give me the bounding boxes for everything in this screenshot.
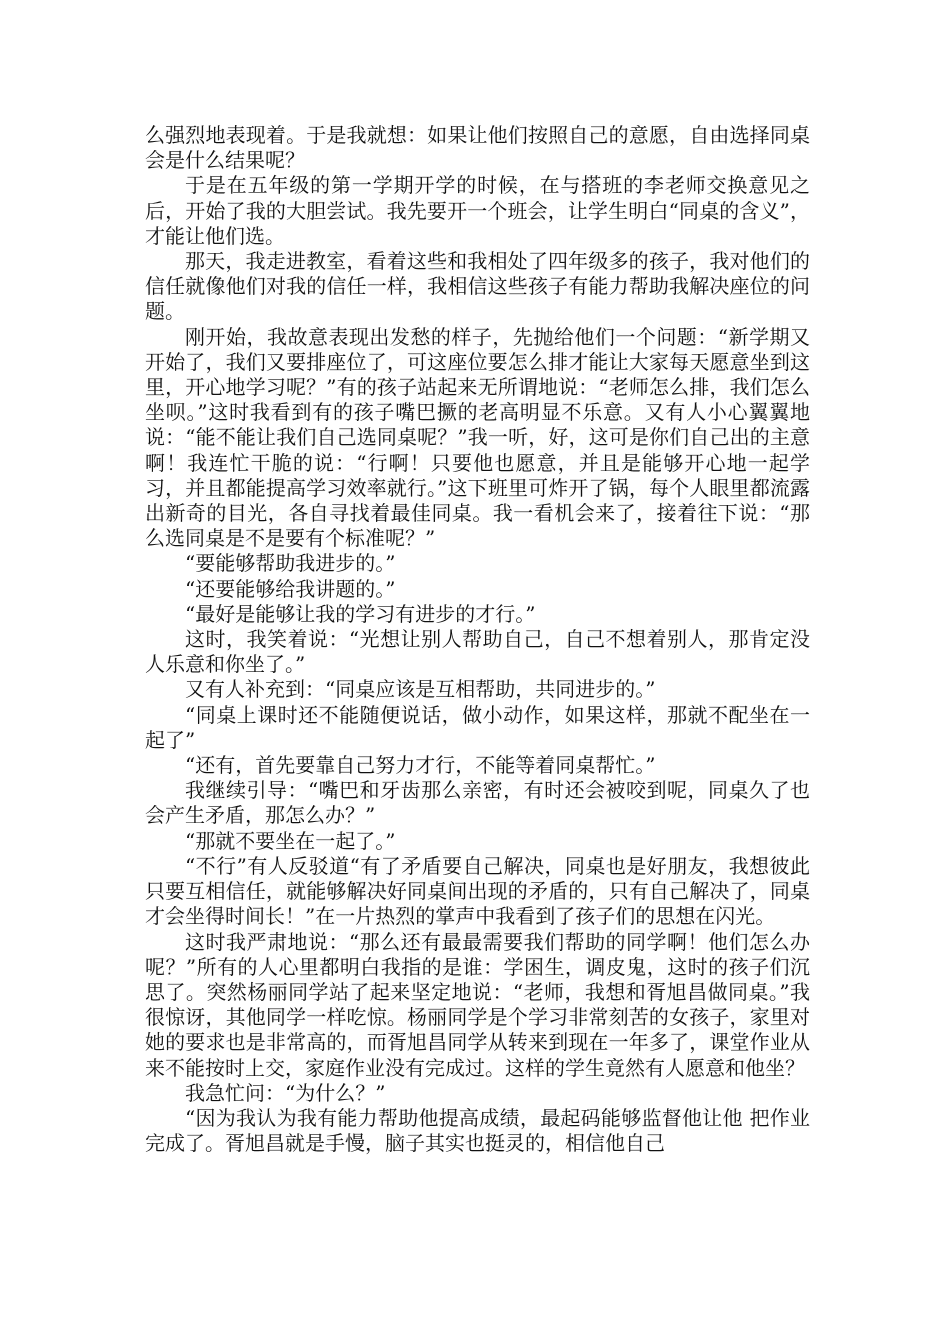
paragraph: “不行”有人反驳道“有了矛盾要自己解决，同桌也是好朋友，我想彼此只要互相信任，就能够解决好同桌间出现的矛盾的，只有自己解决了，同桌才会坐得时间长！”在一片热烈的掌声中我看到了孩子们的思想在闪光。 bbox=[145, 853, 810, 929]
paragraph: 么强烈地表现着。于是我就想：如果让他们按照自己的意愿，自由选择同桌会是什么结果呢？ bbox=[145, 123, 810, 173]
paragraph: 刚开始，我故意表现出发愁的样子，先抛给他们一个问题：“新学期又开始了，我们又要排座位了，可这座位要怎么排才能让大家每天愿意坐到这里，开心地学习呢？”有的孩子站起来无所谓地说：“老师怎么排，我们怎么坐呗。”这时我看到有的孩子嘴巴撅的老高明显不乐意。又有人小心翼翼地说：“能不能让我们自己选同桌呢？”我一听，好，这可是你们自己出的主意啊！我连忙干脆的说：“行啊！只要他也愿意，并且是能够开心地一起学习，并且都能提高学习效率就行。”这下班里可炸开了锅，每个人眼里都流露出新奇的目光，各自寻找着最佳同桌。我一看机会来了，接着往下说：“那么选同桌是不是要有个标准呢？” bbox=[145, 324, 810, 551]
paragraph: 这时，我笑着说：“光想让别人帮助自己，自己不想着别人，那肯定没人乐意和你坐了。” bbox=[145, 627, 810, 677]
paragraph: 又有人补充到：“同桌应该是互相帮助，共同进步的。” bbox=[185, 677, 656, 702]
paragraph: “还有，首先要靠自己努力才行，不能等着同桌帮忙。” bbox=[185, 753, 656, 778]
paragraph: 那天，我走进教室，看着这些和我相处了四年级多的孩子，我对他们的信任就像他们对我的信任一样，我相信这些孩子有能力帮助我解决座位的问题。 bbox=[145, 249, 810, 324]
paragraph: “因为我认为我有能力帮助他提高成绩，最起码能够监督他让他 把作业完成了。胥旭昌就是手慢，脑子其实也挺灵的，相信他自己 bbox=[145, 1105, 810, 1156]
paragraph: “那就不要坐在一起了。” bbox=[185, 828, 396, 853]
article-body bbox=[145, 123, 810, 1156]
paragraph: 这时我严肃地说：“那么还有最最需要我们帮助的同学啊！他们怎么办呢？”所有的人心里都明白我指的是谁：学困生，调皮鬼，这时的孩子们沉思了。突然杨丽同学站了起来坚定地说：“老师，我想和胥旭昌做同桌。”我很惊讶，其他同学一样吃惊。杨丽同学是个学习非常刻苦的女孩子，家里对她的要求也是非常高的，而胥旭昌同学从转来到现在一年多了，课堂作业从来不能按时上交，家庭作业没有完成过。这样的学生竟然有人愿意和他坐？ bbox=[145, 929, 810, 1080]
paragraph: “最好是能够让我的学习有进步的才行。” bbox=[185, 601, 536, 626]
paragraph: “还要能够给我讲题的。” bbox=[185, 576, 396, 601]
paragraph: “同桌上课时还不能随便说话，做小动作，如果这样，那就不配坐在一起了” bbox=[145, 702, 810, 752]
paragraph: 我急忙问：“为什么？” bbox=[185, 1080, 386, 1105]
paragraph: 我继续引导：“嘴巴和牙齿那么亲密，有时还会被咬到呢，同桌久了也会产生矛盾，那怎么办？” bbox=[145, 778, 810, 828]
paragraph: 于是在五年级的第一学期开学的时候，在与搭班的李老师交换意见之后，开始了我的大胆尝试。我先要开一个班会，让学生明白“同桌的含义”，才能让他们选。 bbox=[145, 173, 810, 248]
paragraph: “要能够帮助我进步的。” bbox=[185, 551, 396, 576]
